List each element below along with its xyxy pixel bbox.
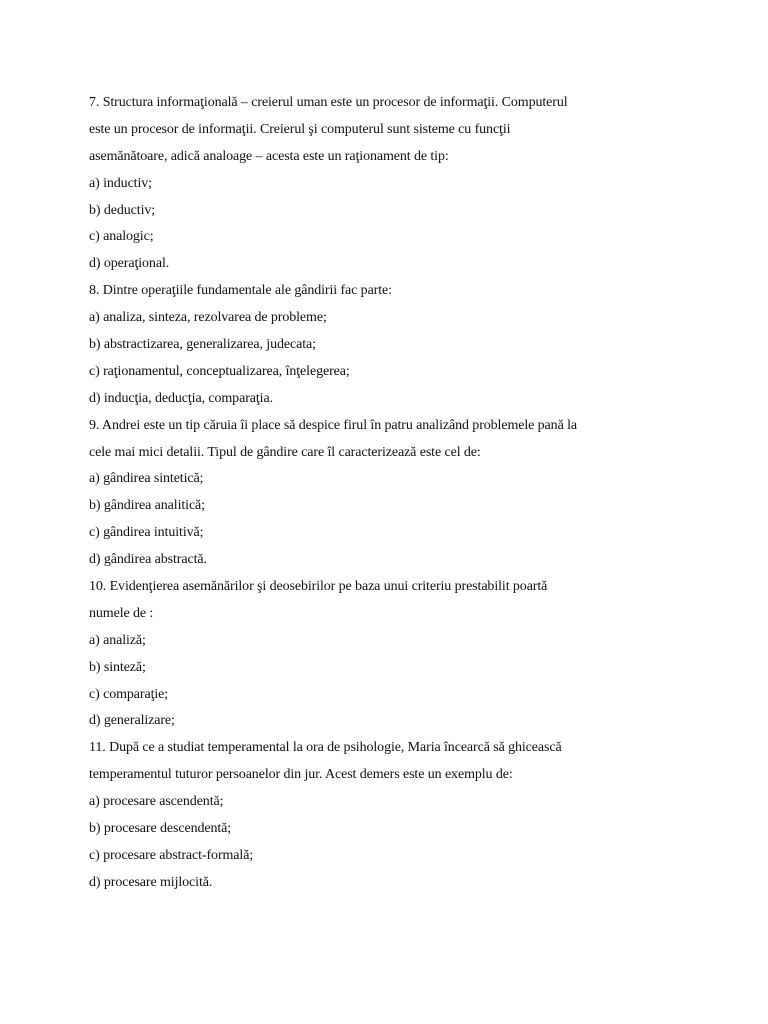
q11-option-d: d) procesare mijlocită. <box>89 874 213 890</box>
q10-option-c: c) comparaţie; <box>89 686 169 702</box>
q9-option-b: b) gândirea analitică; <box>89 498 205 514</box>
q11-option-c: c) procesare abstract-formală; <box>89 847 254 863</box>
q9-line-1: 9. Andrei este un tip căruia îi place să despice firul în patru analizând problemele pană la <box>89 417 577 433</box>
q7-option-d: d) operaţional. <box>89 256 170 272</box>
q7-line-1: 7. Structura informaţională – creierul uman este un procesor de informaţii. Computerul <box>89 95 568 110</box>
quiz-text <box>89 90 689 897</box>
q8-option-c: c) raţionamentul, conceptualizarea, înţelegerea; <box>89 363 350 379</box>
q9-line-2: cele mai mici detalii. Tipul de gândire care îl caracterizează este cel de: <box>89 444 481 460</box>
q10-option-b: b) sinteză; <box>89 659 146 675</box>
q9-option-a: a) gândirea sintetică; <box>89 471 204 487</box>
q11-option-b: b) procesare descendentă; <box>89 821 232 837</box>
q7-line-2: este un procesor de informaţii. Creierul şi computerul sunt sisteme cu funcţii <box>89 121 511 137</box>
q10-option-d: d) generalizare; <box>89 713 175 729</box>
q11-option-a: a) procesare ascendentă; <box>89 794 224 810</box>
q8-option-b: b) abstractizarea, generalizarea, judecata; <box>89 337 316 353</box>
q10-line-2: numele de : <box>89 605 154 621</box>
q7-option-c: c) analogic; <box>89 229 154 245</box>
q8-line-1: 8. Dintre operaţiile fundamentale ale gândirii fac parte: <box>89 283 392 299</box>
q8-option-a: a) analiza, sinteza, rezolvarea de probleme; <box>89 310 327 326</box>
q8-option-d: d) inducţia, deducţia, comparaţia. <box>89 390 273 406</box>
q10-option-a: a) analiză; <box>89 632 146 648</box>
q7-option-a: a) inductiv; <box>89 175 152 191</box>
q7-line-3: asemănătoare, adică analoage – acesta este un raţionament de tip: <box>89 148 449 164</box>
q7-option-b: b) deductiv; <box>89 202 156 218</box>
q11-line-2: temperamentul tuturor persoanelor din jur. Acest demers este un exemplu de: <box>89 767 513 783</box>
q10-line-1: 10. Evidenţierea asemănărilor şi deosebirilor pe baza unui criteriu prestabilit poartă <box>89 579 548 595</box>
q11-line-1: 11. După ce a studiat temperamental la ora de psihologie, Maria încearcă să ghicească <box>89 740 562 756</box>
q9-option-d: d) gândirea abstractă. <box>89 552 207 568</box>
q9-option-c: c) gândirea intuitivă; <box>89 525 204 541</box>
